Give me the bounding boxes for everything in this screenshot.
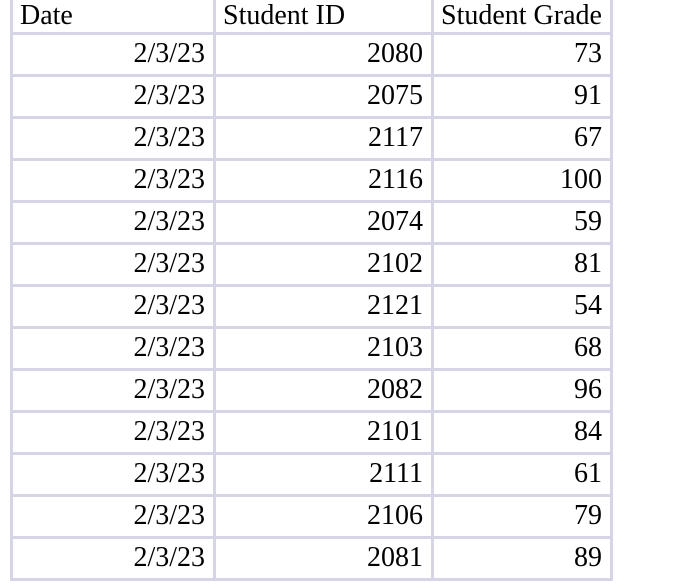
table-row [12,201,612,243]
cell-student-grade[interactable]: 89 [433,537,612,579]
cell-student-grade[interactable]: 100 [433,159,612,201]
spreadsheet [10,0,613,581]
table-row [12,285,612,327]
cell-date[interactable]: 2/3/23 [12,201,215,243]
cell-student-id[interactable]: 2116 [215,159,433,201]
cell-student-grade[interactable]: 61 [433,453,612,495]
cell-date[interactable]: 2/3/23 [12,285,215,327]
cell-student-id[interactable]: 2082 [215,369,433,411]
table-row [12,75,612,117]
cell-student-grade[interactable]: 73 [433,33,612,75]
cell-date[interactable]: 2/3/23 [12,117,215,159]
column-header-student-grade[interactable]: Student Grade [433,0,612,33]
cell-student-id[interactable]: 2080 [215,33,433,75]
cell-student-grade[interactable]: 59 [433,201,612,243]
table-row [12,243,612,285]
grades-table [10,0,613,581]
cell-date[interactable]: 2/3/23 [12,453,215,495]
table-body [12,33,612,579]
cell-student-grade[interactable]: 84 [433,411,612,453]
cell-student-id[interactable]: 2081 [215,537,433,579]
cell-student-id[interactable]: 2106 [215,495,433,537]
cell-student-grade[interactable]: 67 [433,117,612,159]
table-row [12,495,612,537]
cell-student-id[interactable]: 2102 [215,243,433,285]
cell-date[interactable]: 2/3/23 [12,33,215,75]
cell-student-id[interactable]: 2117 [215,117,433,159]
cell-date[interactable]: 2/3/23 [12,159,215,201]
cell-student-grade[interactable]: 96 [433,369,612,411]
table-row [12,453,612,495]
cell-student-grade[interactable]: 81 [433,243,612,285]
cell-student-grade[interactable]: 79 [433,495,612,537]
column-header-student-id[interactable]: Student ID [215,0,433,33]
cell-student-grade[interactable]: 54 [433,285,612,327]
cell-student-id[interactable]: 2103 [215,327,433,369]
cell-student-grade[interactable]: 68 [433,327,612,369]
cell-date[interactable]: 2/3/23 [12,327,215,369]
table-row [12,411,612,453]
cell-student-grade[interactable]: 91 [433,75,612,117]
table-row [12,117,612,159]
table-row [12,327,612,369]
column-header-date[interactable]: Date [12,0,215,33]
cell-date[interactable]: 2/3/23 [12,369,215,411]
cell-date[interactable]: 2/3/23 [12,411,215,453]
cell-date[interactable]: 2/3/23 [12,495,215,537]
table-row [12,33,612,75]
cell-student-id[interactable]: 2074 [215,201,433,243]
table-row [12,369,612,411]
cell-date[interactable]: 2/3/23 [12,537,215,579]
header-row [12,0,612,33]
table-row [12,537,612,579]
table-row [12,159,612,201]
cell-student-id[interactable]: 2111 [215,453,433,495]
cell-student-id[interactable]: 2121 [215,285,433,327]
cell-student-id[interactable]: 2101 [215,411,433,453]
cell-student-id[interactable]: 2075 [215,75,433,117]
cell-date[interactable]: 2/3/23 [12,75,215,117]
cell-date[interactable]: 2/3/23 [12,243,215,285]
